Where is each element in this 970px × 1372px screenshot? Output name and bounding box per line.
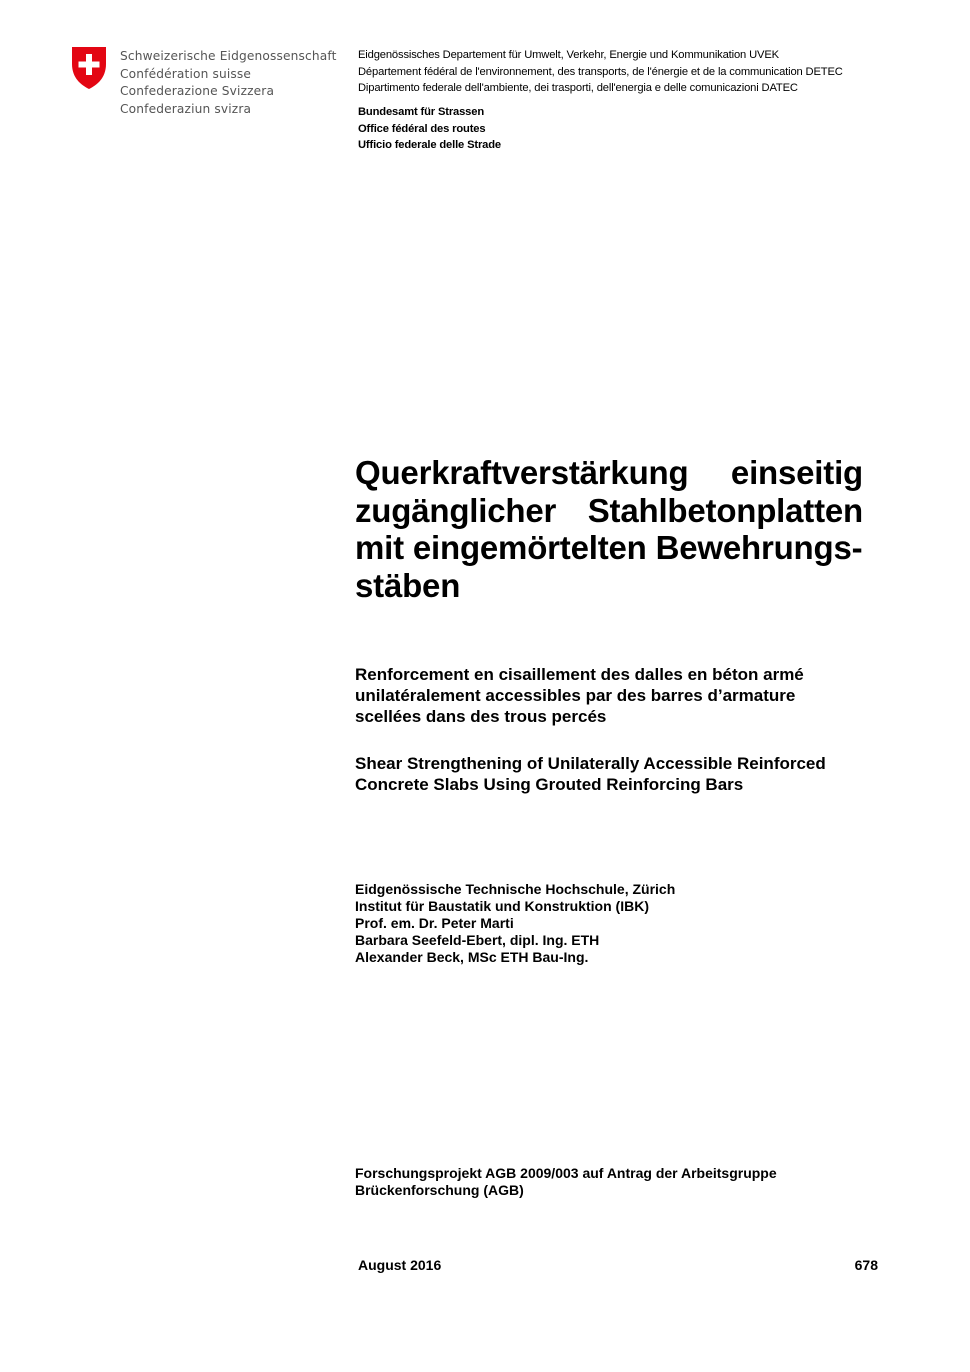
title-german-word: Stahlbetonplatten bbox=[587, 491, 863, 529]
author-name: Alexander Beck, MSc ETH Bau-Ing. bbox=[355, 949, 589, 965]
department-block bbox=[358, 47, 843, 97]
department-line-de: Eidgenössisches Departement für Umwelt, Verkehr, Energie und Kommunikation UVEK bbox=[358, 49, 779, 61]
title-german-line-4: stäben bbox=[355, 566, 461, 604]
office-line-it: Ufficio federale delle Strade bbox=[358, 139, 501, 151]
publication-date: August 2016 bbox=[358, 1257, 442, 1273]
department-line-fr: Département fédéral de l'environnement, des transports, de l'énergie et de la communication DETEC bbox=[358, 65, 843, 78]
title-english-line: Concrete Slabs Using Grouted Reinforcing Bars bbox=[355, 775, 744, 794]
authors-block bbox=[355, 881, 675, 966]
confederation-name-rm: Confederaziun svizra bbox=[120, 101, 252, 116]
report-number: 678 bbox=[854, 1257, 878, 1273]
swiss-shield-icon bbox=[70, 46, 108, 90]
author-institution: Eidgenössische Technische Hochschule, Zürich bbox=[355, 881, 676, 897]
project-note bbox=[355, 1165, 777, 1199]
title-german-word: einseitig bbox=[730, 454, 863, 491]
title-english-line: Shear Strengthening of Unilaterally Accessible Reinforced bbox=[355, 754, 826, 773]
project-line: Forschungsprojekt AGB 2009/003 auf Antrag der Arbeitsgruppe bbox=[355, 1165, 777, 1181]
confederation-name-fr: Confédération suisse bbox=[120, 66, 252, 81]
department-line-it: Dipartimento federale dell'ambiente, dei trasporti, dell'energia e delle comunicazioni DATEC bbox=[358, 82, 798, 94]
confederation-name-de: Schweizerische Eidgenossenschaft bbox=[120, 49, 337, 63]
title-german-line-1 bbox=[355, 454, 863, 492]
office-line-fr: Office fédéral des routes bbox=[358, 122, 486, 135]
title-english bbox=[355, 753, 875, 795]
title-german-line-3: mit eingemörtelten Bewehrungs- bbox=[355, 529, 863, 566]
title-german-word: zugänglicher bbox=[355, 491, 557, 529]
author-institute: Institut für Baustatik und Konstruktion (IBK) bbox=[355, 898, 649, 914]
office-line-de: Bundesamt für Strassen bbox=[358, 106, 485, 118]
title-german-line-2 bbox=[355, 492, 863, 530]
title-french bbox=[355, 664, 875, 727]
author-name: Prof. em. Dr. Peter Marti bbox=[355, 915, 514, 931]
title-french-line: unilatéralement accessibles par des barres d’armature bbox=[355, 686, 796, 705]
title-french-line: scellées dans des trous percés bbox=[355, 707, 607, 726]
title-german bbox=[355, 454, 863, 604]
office-block bbox=[358, 104, 501, 154]
author-name: Barbara Seefeld-Ebert, dipl. Ing. ETH bbox=[355, 932, 600, 948]
confederation-names bbox=[120, 48, 337, 118]
project-line: Brückenforschung (AGB) bbox=[355, 1182, 524, 1198]
title-french-line: Renforcement en cisaillement des dalles en béton armé bbox=[355, 665, 804, 684]
title-german-word: Querkraftverstärkung bbox=[355, 454, 689, 491]
confederation-name-it: Confederazione Svizzera bbox=[120, 84, 275, 98]
